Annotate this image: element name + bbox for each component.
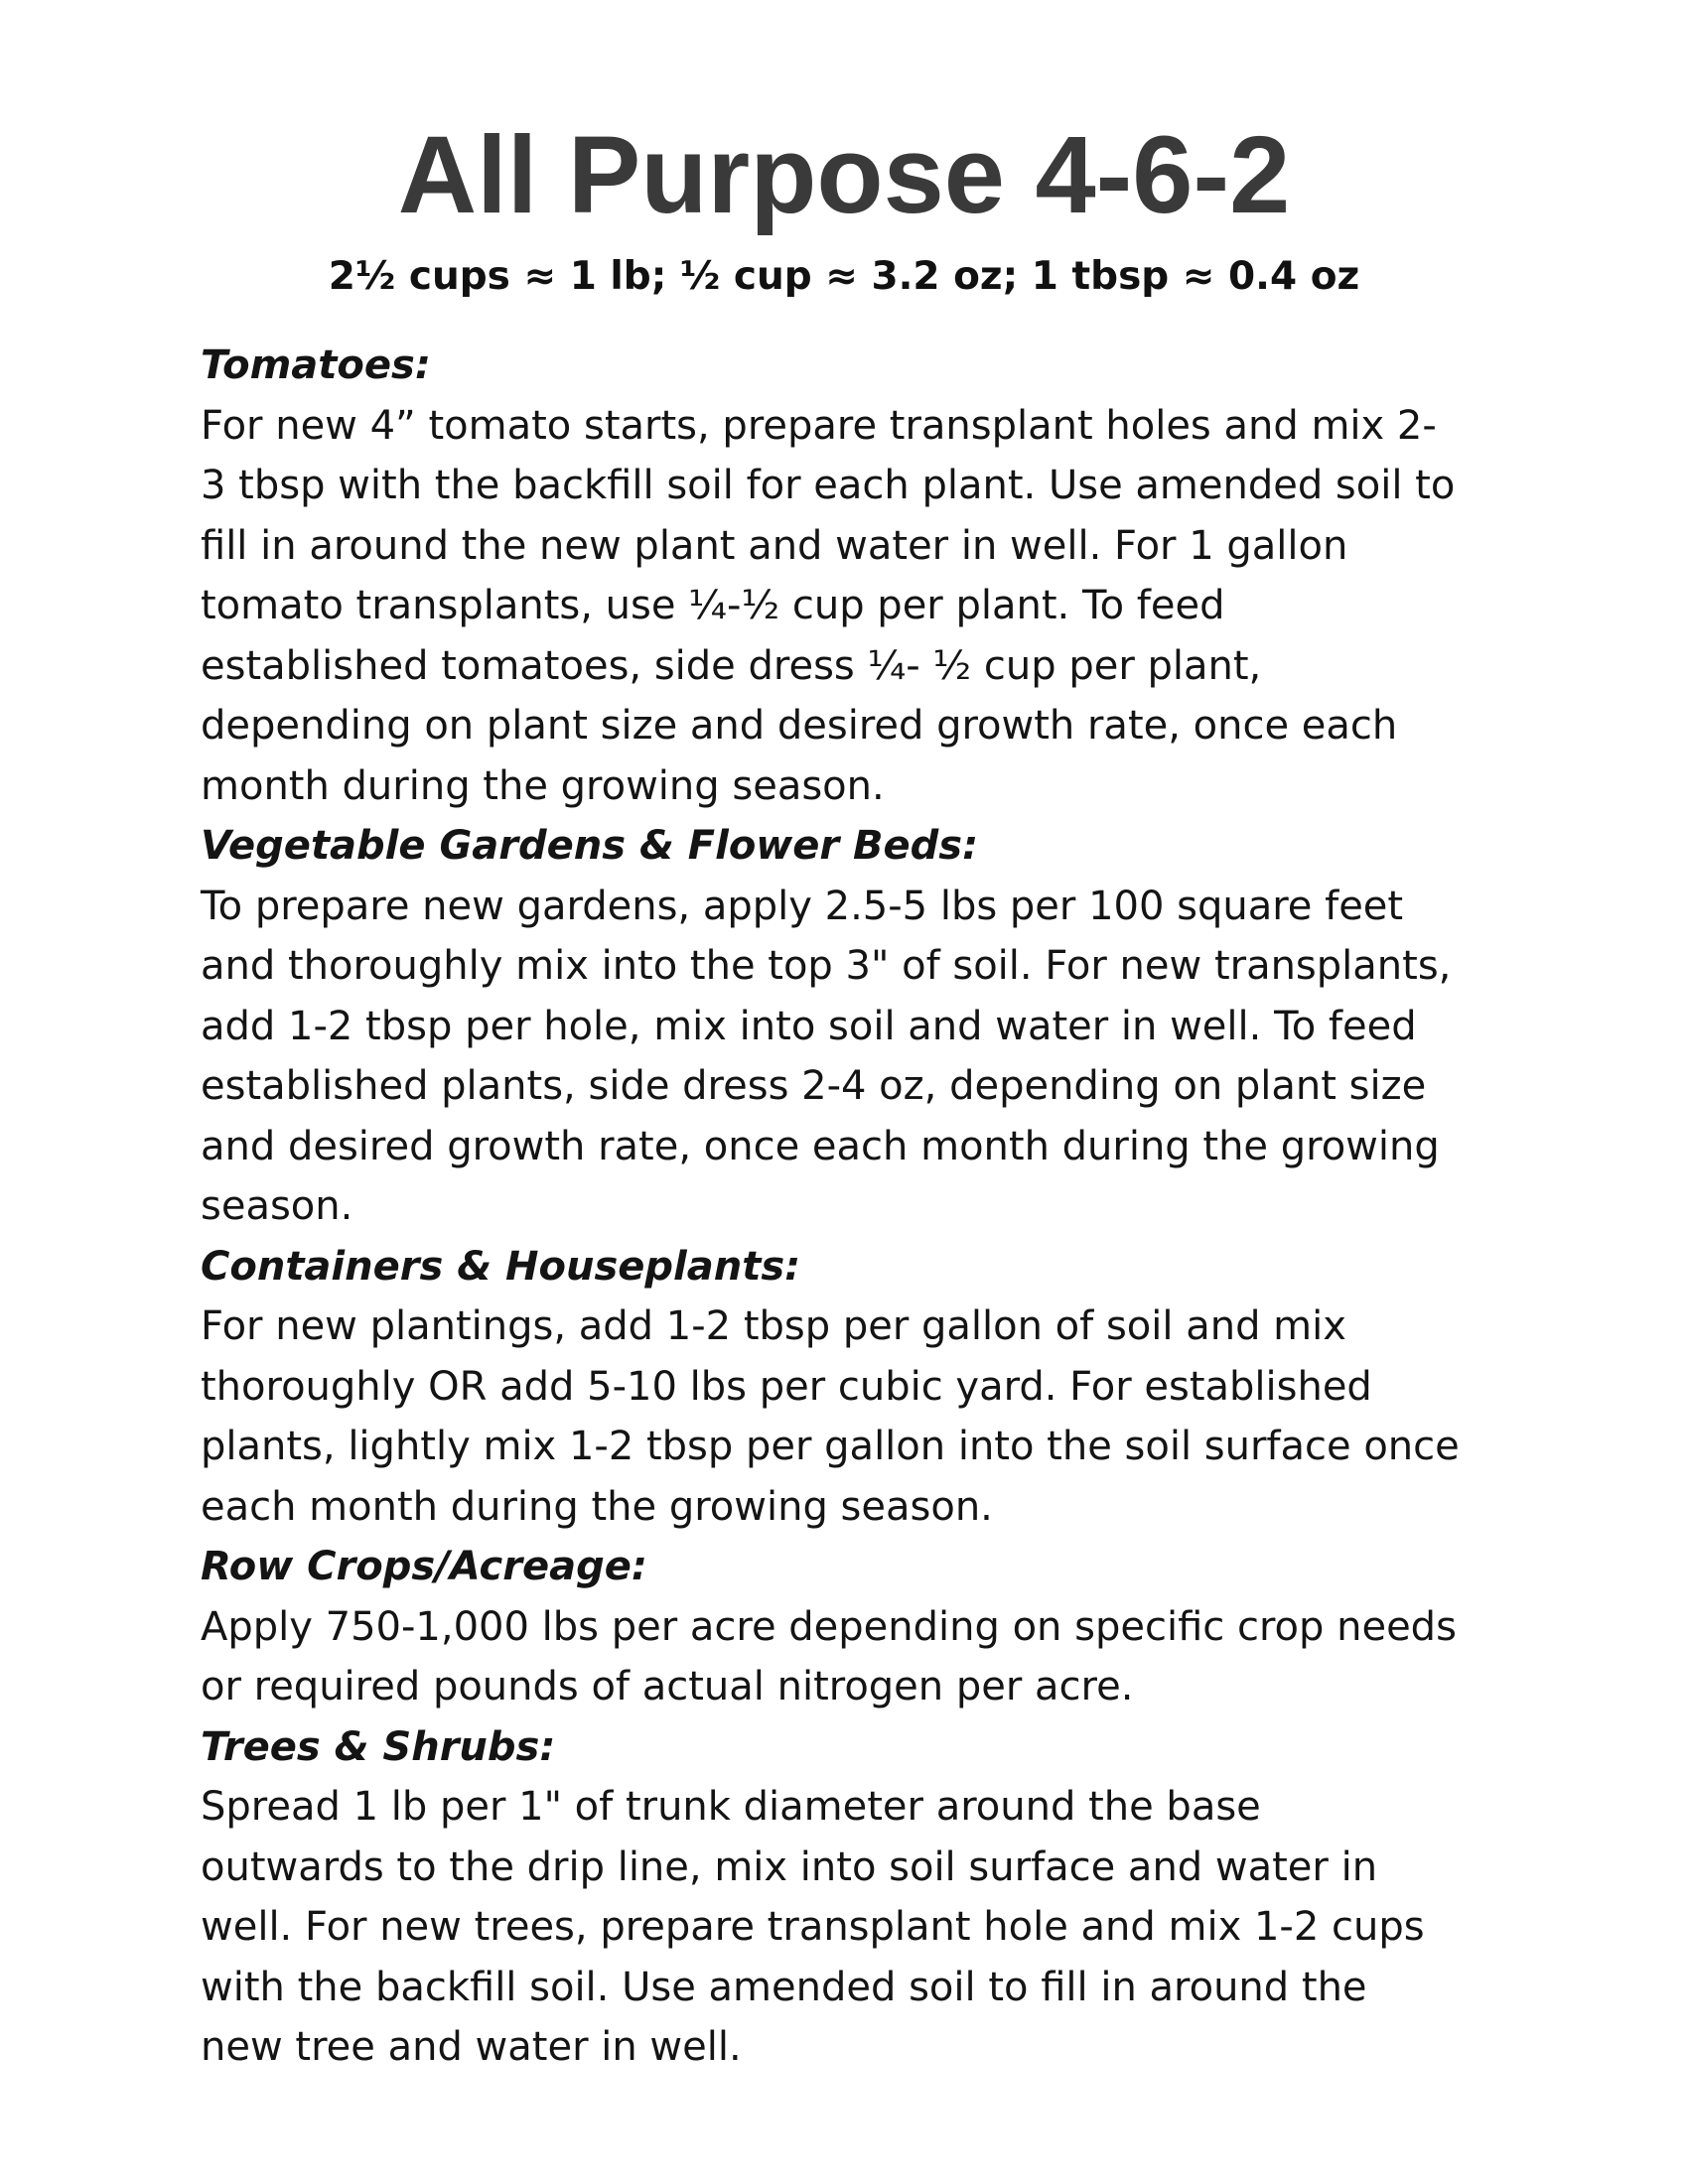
section-vegetable-gardens [201,816,1501,1237]
body-line: For new 4” tomato starts, prepare transplant holes and mix 2- [201,402,1437,449]
body-line: season. [201,1183,353,1229]
section-trees-shrubs [201,1717,1501,2078]
body-line: outwards to the drip line, mix into soil surface and water in [201,1843,1378,1890]
body-line: established tomatoes, side dress ¼- ½ cup per plant, [201,642,1262,689]
page-title: All Purpose 4-6-2 [397,114,1291,236]
section-heading: Trees & Shrubs: [201,1723,556,1770]
conversion-subtitle: 2½ cups ≈ 1 lb; ½ cup ≈ 3.2 oz; 1 tbsp ≈ 0.4 oz [328,254,1360,299]
body-line: Apply 750-1,000 lbs per acre depending on specific crop needs [201,1603,1457,1650]
body-line: thoroughly OR add 5-10 lbs per cubic yard. For established [201,1363,1372,1410]
section-heading: Containers & Houseplants: [201,1243,801,1290]
body-line: To prepare new gardens, apply 2.5-5 lbs per 100 square feet [201,883,1404,929]
body-line: and thoroughly mix into the top 3" of soil. For new transplants, [201,943,1452,989]
body-line: established plants, side dress 2-4 oz, depending on plant size [201,1063,1427,1109]
body-line: For new plantings, add 1-2 tbsp per gallon of soil and mix [201,1303,1346,1349]
body-line: fill in around the new plant and water in well. For 1 gallon [201,522,1348,569]
body-line: plants, lightly mix 1-2 tbsp per gallon into the soil surface once [201,1424,1460,1469]
body-line: month during the growing season. [201,762,885,809]
body-line: Spread 1 lb per 1" of trunk diameter around the base [201,1784,1261,1830]
section-containers [201,1237,1501,1538]
body-line: each month during the growing season. [201,1483,993,1530]
body-line: well. For new trees, prepare transplant hole and mix 1-2 cups [201,1904,1425,1950]
section-heading: Vegetable Gardens & Flower Beds: [201,823,979,869]
body-line: 3 tbsp with the backfill soil for each plant. Use amended soil to [201,463,1456,508]
section-body [201,1297,1501,1537]
body-line: tomato transplants, use ¼-½ cup per plant. To feed [201,583,1225,628]
body-line: with the backfill soil. Use amended soil to fill in around the [201,1964,1367,2010]
section-heading: Tomatoes: [201,342,431,388]
section-heading: Row Crops/Acreage: [201,1544,647,1589]
section-body [201,877,1501,1237]
body-line: add 1-2 tbsp per hole, mix into soil and water in well. To feed [201,1003,1417,1049]
section-body [201,1597,1501,1717]
body-line: and desired growth rate, once each month during the growing [201,1123,1440,1169]
body-line: or required pounds of actual nitrogen per acre. [201,1664,1134,1709]
section-body [201,1777,1501,2078]
section-tomatoes [201,336,1501,816]
body-line: new tree and water in well. [201,2024,742,2070]
body-line: depending on plant size and desired growth rate, once each [201,703,1398,749]
section-body [201,396,1501,817]
section-row-crops [201,1537,1501,1717]
instructions-content [201,336,1501,2078]
